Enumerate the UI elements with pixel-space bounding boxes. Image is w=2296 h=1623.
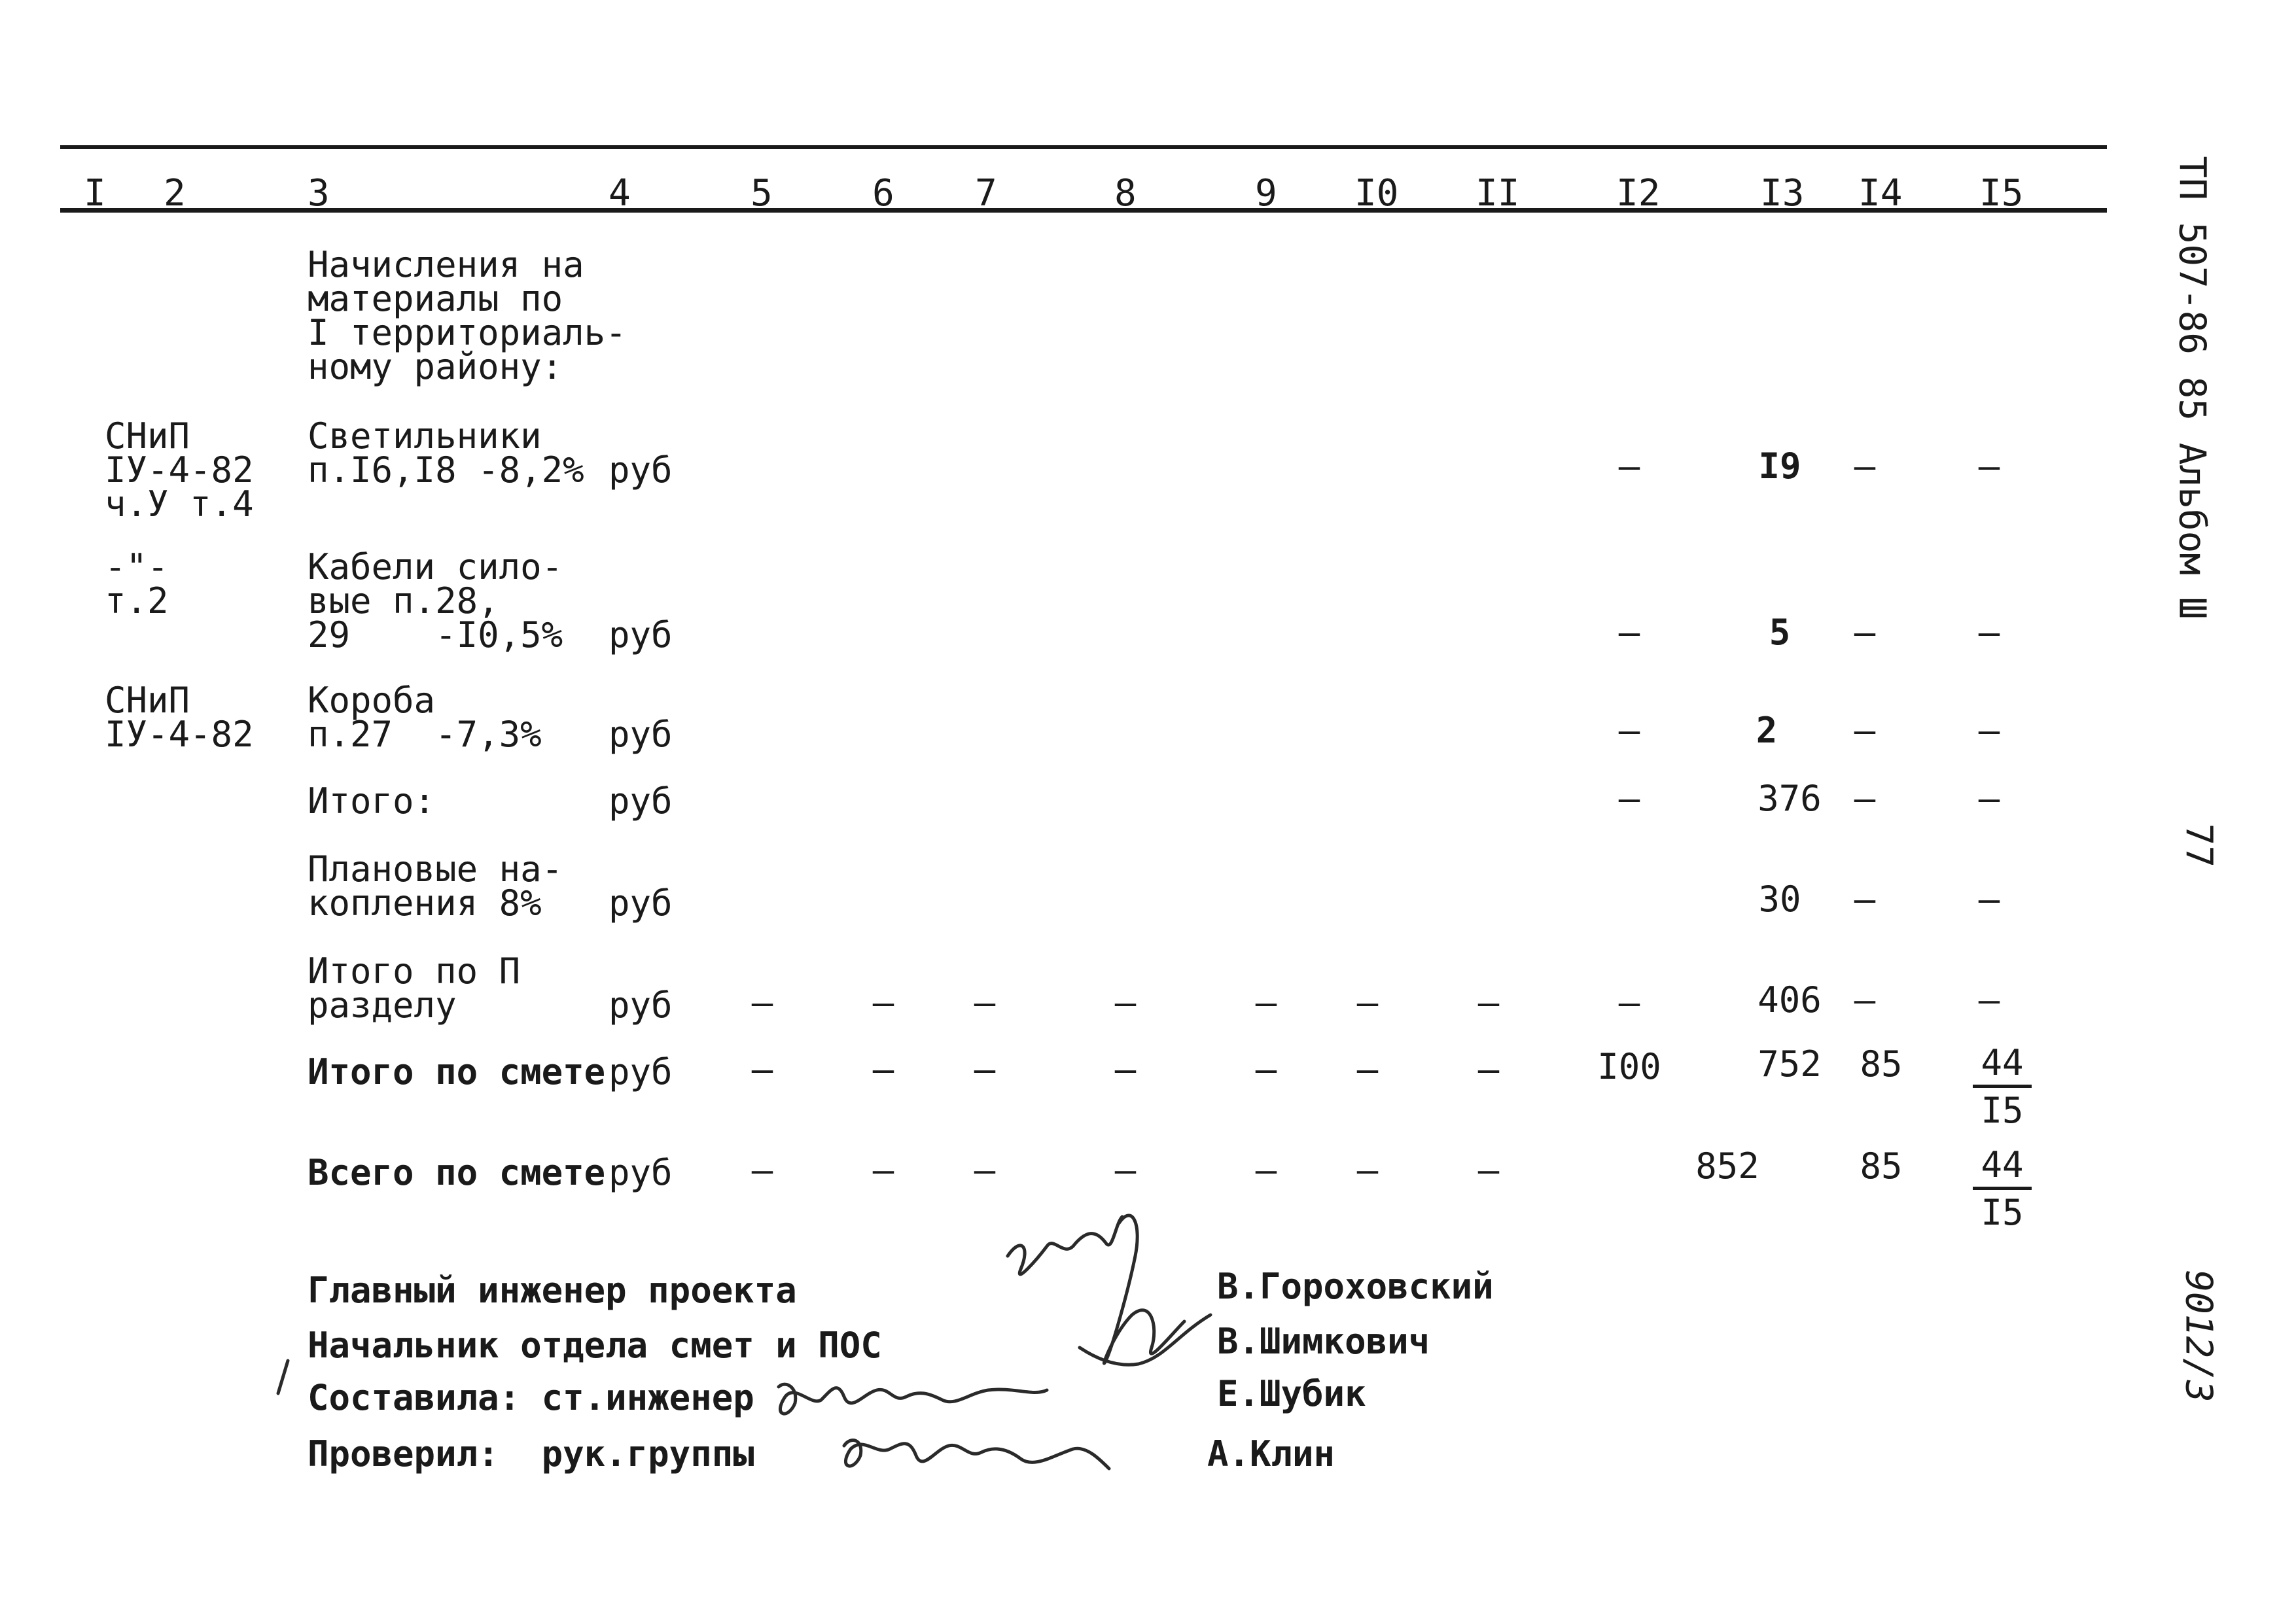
cables-ref-2: т.2 [105, 580, 169, 621]
lamps-col14: – [1854, 445, 1876, 487]
grand-total-col15-top: 44 [1973, 1147, 2032, 1190]
intro-line-3: I территориаль- [308, 312, 627, 353]
section-total-unit: руб [609, 985, 673, 1026]
lamps-col12: – [1618, 445, 1640, 487]
col-header-2: 2 [164, 172, 186, 215]
grand-total-col7: – [974, 1149, 996, 1191]
total-col12: – [1618, 778, 1640, 819]
section-total-col9: – [1255, 982, 1277, 1023]
lamps-text-1: Светильники [308, 415, 542, 457]
boxes-text-1: Короба [308, 680, 436, 721]
grand-total-col9: – [1255, 1149, 1277, 1191]
signature-role-reviewer: Проверил: рук.группы [308, 1433, 754, 1475]
signature-name-compiler: Е.Шубик [1217, 1373, 1366, 1414]
grand-total-col15-bottom: I5 [1981, 1192, 2024, 1233]
estimate-total-col7: – [974, 1049, 996, 1090]
section-total-col8: – [1114, 982, 1137, 1023]
signature-stroke-reviewer [844, 1440, 1109, 1469]
lamps-ref-3: ч.У т.4 [105, 483, 254, 525]
planned-col15: – [1978, 879, 2000, 920]
cables-col13: 5 [1769, 612, 1791, 653]
intro-line-2: материалы по [308, 278, 563, 319]
margin-tick [278, 1361, 288, 1393]
boxes-ref-1: СНиП [105, 680, 190, 721]
estimate-total-col11: – [1477, 1049, 1500, 1090]
estimate-total-col5: – [751, 1049, 773, 1090]
planned-col14: – [1854, 879, 1876, 920]
signature-name-reviewer: А.Клин [1207, 1433, 1335, 1475]
estimate-total-col14: 85 [1860, 1043, 1903, 1085]
col-header-6: 6 [872, 172, 894, 215]
estimate-total-col13: 752 [1757, 1043, 1822, 1085]
boxes-ref-2: IУ-4-82 [105, 714, 254, 755]
intro-line-1: Начисления на [308, 244, 584, 285]
lamps-ref-1: СНиП [105, 415, 190, 457]
section-total-col6: – [872, 982, 894, 1023]
cables-text-2: вые п.28, [308, 580, 499, 621]
planned-line-1: Плановые на- [308, 848, 563, 890]
grand-total-unit: руб [609, 1152, 673, 1193]
lamps-col15: – [1978, 445, 2000, 487]
cables-ref-1: -"- [105, 546, 169, 587]
grand-total-col10: – [1356, 1149, 1379, 1191]
signature-name-chief-engineer: В.Гороховский [1217, 1266, 1494, 1307]
boxes-col13: 2 [1756, 710, 1778, 751]
total-col14: – [1854, 778, 1876, 819]
col-header-15: I5 [1979, 172, 2024, 215]
col-header-12: I2 [1616, 172, 1661, 215]
section-total-col13: 406 [1757, 979, 1822, 1021]
col-header-7: 7 [975, 172, 997, 215]
boxes-col12: – [1618, 710, 1640, 751]
section-total-line-1: Итого по П [308, 951, 521, 992]
margin-inventory-number: 9012/3 [2177, 1270, 2220, 1403]
boxes-col15: – [1978, 710, 2000, 751]
col-header-4: 4 [609, 172, 631, 215]
col-header-8: 8 [1114, 172, 1137, 215]
boxes-text-2: п.27 -7,3% [308, 714, 542, 755]
section-total-col11: – [1477, 982, 1500, 1023]
estimate-total-col15-bottom: I5 [1981, 1090, 2024, 1131]
lamps-ref-2: IУ-4-82 [105, 449, 254, 491]
cables-col12: – [1618, 612, 1640, 653]
signature-stroke-chief [1008, 1217, 1122, 1274]
section-total-col10: – [1356, 982, 1379, 1023]
signature-role-department-head: Начальник отдела смет и ПОС [308, 1325, 882, 1366]
signature-role-chief-engineer: Главный инженер проекта [308, 1270, 797, 1311]
signature-stroke-head [1080, 1315, 1210, 1365]
grand-total-col14: 85 [1860, 1145, 1903, 1187]
col-header-5: 5 [751, 172, 773, 215]
section-total-col5: – [751, 982, 773, 1023]
total-unit: руб [609, 780, 673, 822]
cables-unit: руб [609, 614, 673, 655]
lamps-text-2: п.I6,I8 -8,2% [308, 449, 584, 491]
cables-text-3: 29 -I0,5% [308, 614, 563, 655]
lamps-unit: руб [609, 449, 673, 491]
estimate-total-col6: – [872, 1049, 894, 1090]
planned-col13: 30 [1758, 879, 1801, 920]
grand-total-col12-13: 852 [1695, 1145, 1759, 1187]
col-header-11: II [1475, 172, 1520, 215]
col-header-14: I4 [1858, 172, 1903, 215]
estimate-total-label: Итого по смете [308, 1051, 606, 1092]
estimate-total-col15-top: 44 [1973, 1045, 2032, 1088]
boxes-unit: руб [609, 714, 673, 755]
section-total-col14: – [1854, 979, 1876, 1021]
signature-stroke-chief-loop [1104, 1215, 1184, 1363]
planned-line-2: копления 8% [308, 882, 542, 924]
section-total-col15: – [1978, 979, 2000, 1021]
section-total-line-2: разделу [308, 985, 457, 1026]
total-col15: – [1978, 778, 2000, 819]
signature-name-department-head: В.Шимкович [1217, 1321, 1430, 1362]
planned-unit: руб [609, 882, 673, 924]
estimate-total-col10: – [1356, 1049, 1379, 1090]
section-total-col12: – [1618, 982, 1640, 1023]
grand-total-col11: – [1477, 1149, 1500, 1191]
col-header-13: I3 [1760, 172, 1805, 215]
section-total-col7: – [974, 982, 996, 1023]
col-header-10: I0 [1354, 172, 1399, 215]
margin-doc-code: ТП 507-86 85 Альбом Ш [2170, 156, 2214, 620]
boxes-col14: – [1854, 710, 1876, 751]
total-col13: 376 [1757, 778, 1822, 819]
margin-page-number: 77 [2177, 823, 2220, 868]
estimate-total-col9: – [1255, 1049, 1277, 1090]
lamps-col13: I9 [1758, 445, 1801, 487]
estimate-total-unit: руб [609, 1051, 673, 1092]
grand-total-label: Всего по смете [308, 1152, 606, 1193]
signature-role-compiler: Составила: ст.инженер [308, 1377, 754, 1418]
grand-total-col6: – [872, 1149, 894, 1191]
intro-line-4: ному району: [308, 346, 563, 387]
col-header-1: I [84, 172, 106, 215]
grand-total-col5: – [751, 1149, 773, 1191]
estimate-total-col12: I00 [1597, 1046, 1661, 1087]
col-header-9: 9 [1255, 172, 1277, 215]
signature-stroke-compiler [779, 1384, 1047, 1414]
cables-text-1: Кабели сило- [308, 546, 563, 587]
cables-col15: – [1978, 612, 2000, 653]
cables-col14: – [1854, 612, 1876, 653]
total-label: Итого: [308, 780, 436, 822]
grand-total-col8: – [1114, 1149, 1137, 1191]
estimate-total-col8: – [1114, 1049, 1137, 1090]
col-header-3: 3 [308, 172, 330, 215]
